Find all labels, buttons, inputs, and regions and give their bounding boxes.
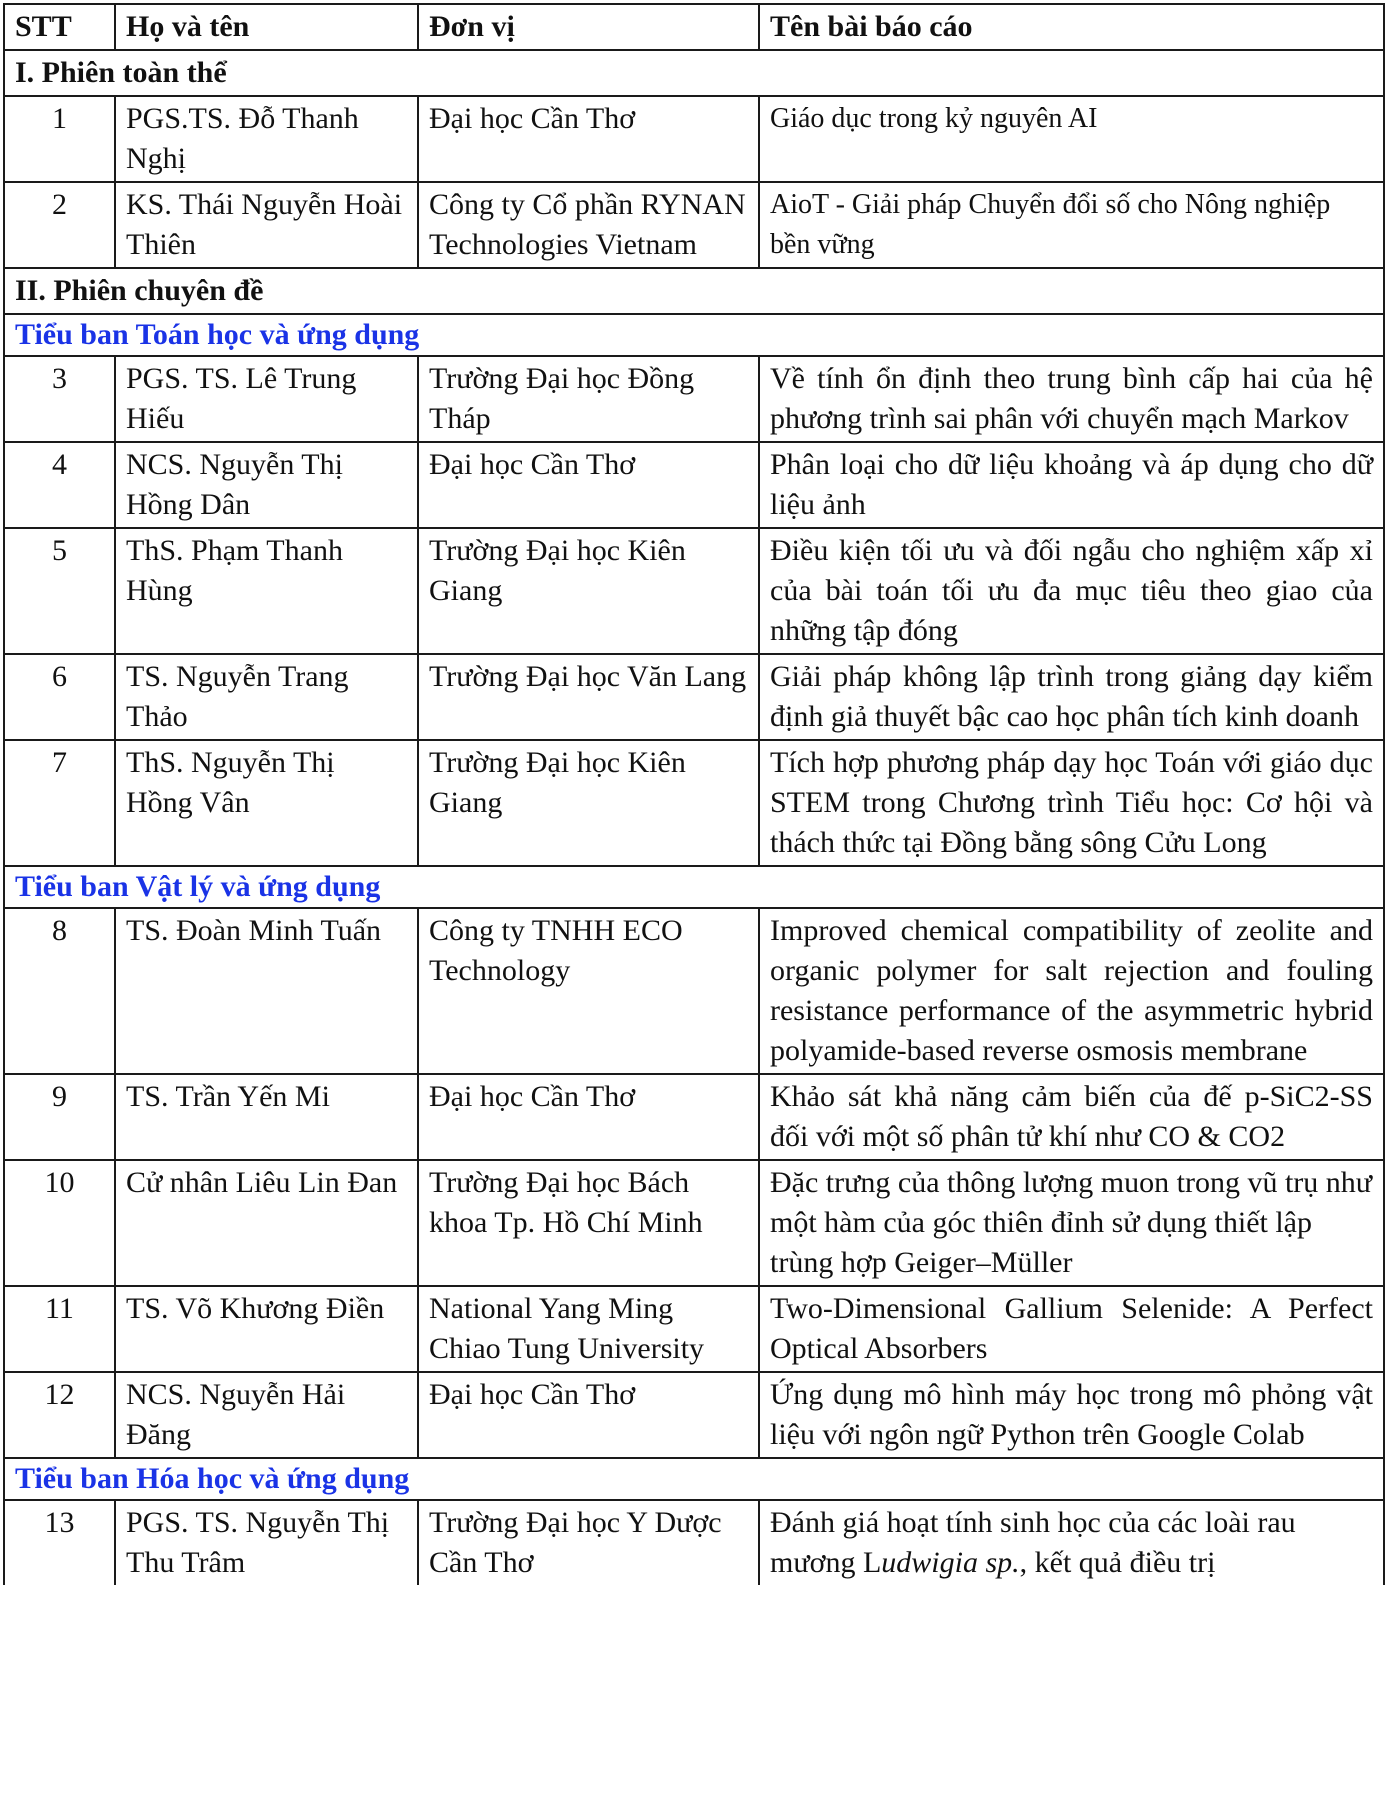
row-name: TS. Đoàn Minh Tuấn xyxy=(115,908,418,1074)
row-name: TS. Trần Yến Mi xyxy=(115,1074,418,1160)
section-title: II. Phiên chuyên đề xyxy=(4,268,1384,314)
table-row xyxy=(4,442,1384,528)
row-title-prefix: Đánh giá hoạt tính sinh học của các loài rau mương L xyxy=(770,1506,1296,1579)
table-row xyxy=(4,1074,1384,1160)
row-name: TS. Võ Khương Điền xyxy=(115,1286,418,1372)
row-name: PGS.TS. Đỗ Thanh Nghị xyxy=(115,96,418,182)
table-row xyxy=(4,908,1384,1074)
row-stt: 3 xyxy=(4,356,115,442)
row-unit: Trường Đại học Đồng Tháp xyxy=(418,356,759,442)
header-stt: STT xyxy=(4,4,115,50)
row-unit: Công ty TNHH ECO Technology xyxy=(418,908,759,1074)
row-unit: Trường Đại học Y Dược Cần Thơ xyxy=(418,1500,759,1585)
row-name: ThS. Phạm Thanh Hùng xyxy=(115,528,418,654)
row-title: Về tính ổn định theo trung bình cấp hai của hệ phương trình sai phân với chuyển mạch Markov xyxy=(759,356,1384,442)
row-title: Two-Dimensional Gallium Selenide: A Perfect Optical Absorbers xyxy=(759,1286,1384,1372)
row-name: KS. Thái Nguyễn Hoài Thiên xyxy=(115,182,418,268)
table-row xyxy=(4,96,1384,182)
row-name: Cử nhân Liêu Lin Đan xyxy=(115,1160,418,1286)
row-name: TS. Nguyễn Trang Thảo xyxy=(115,654,418,740)
section-title: I. Phiên toàn thể xyxy=(4,50,1384,96)
row-unit: Trường Đại học Kiên Giang xyxy=(418,528,759,654)
row-title: Đặc trưng của thông lượng muon trong vũ trụ như một hàm của góc thiên đỉnh sử dụng thiết lập trùng hợp Geiger–Müller xyxy=(759,1160,1384,1286)
table-header-row xyxy=(4,4,1384,50)
row-unit: Công ty Cổ phần RYNAN Technologies Vietnam xyxy=(418,182,759,268)
row-stt: 11 xyxy=(4,1286,115,1372)
section-row-thematic xyxy=(4,268,1384,314)
row-title: AioT - Giải pháp Chuyển đổi số cho Nông nghiệp bền vững xyxy=(759,182,1384,268)
table-row xyxy=(4,740,1384,866)
table-row xyxy=(4,182,1384,268)
row-title: Phân loại cho dữ liệu khoảng và áp dụng cho dữ liệu ảnh xyxy=(759,442,1384,528)
subsection-row-physics xyxy=(4,866,1384,908)
table-row xyxy=(4,356,1384,442)
row-name: PGS. TS. Lê Trung Hiếu xyxy=(115,356,418,442)
row-title-suffix: , kết quả điều trị xyxy=(1019,1546,1216,1579)
header-title: Tên bài báo cáo xyxy=(759,4,1384,50)
row-unit: Trường Đại học Bách khoa Tp. Hồ Chí Minh xyxy=(418,1160,759,1286)
row-stt: 10 xyxy=(4,1160,115,1286)
row-title: Giáo dục trong kỷ nguyên AI xyxy=(759,96,1384,182)
row-title: Tích hợp phương pháp dạy học Toán với giáo dục STEM trong Chương trình Tiểu học: Cơ hội và thách thức tại Đồng bằng sông Cửu Long xyxy=(759,740,1384,866)
table-row xyxy=(4,1286,1384,1372)
subsection-title: Tiểu ban Hóa học và ứng dụng xyxy=(4,1458,1384,1500)
row-name: NCS. Nguyễn Thị Hồng Dân xyxy=(115,442,418,528)
row-name: ThS. Nguyễn Thị Hồng Vân xyxy=(115,740,418,866)
row-title: Improved chemical compatibility of zeolite and organic polymer for salt rejection and fouling resistance performance of the asymmetric hybrid polyamide-based reverse osmosis membrane xyxy=(759,908,1384,1074)
row-unit: National Yang Ming Chiao Tung University xyxy=(418,1286,759,1372)
program-table xyxy=(3,3,1385,1585)
table-row xyxy=(4,654,1384,740)
row-unit: Đại học Cần Thơ xyxy=(418,442,759,528)
section-row-plenary xyxy=(4,50,1384,96)
row-title-italic: udwigia sp. xyxy=(881,1546,1020,1579)
row-title: Điều kiện tối ưu và đối ngẫu cho nghiệm xấp xỉ của bài toán tối ưu đa mục tiêu theo giao của những tập đóng xyxy=(759,528,1384,654)
row-unit: Đại học Cần Thơ xyxy=(418,96,759,182)
subsection-row-math xyxy=(4,314,1384,356)
row-unit: Đại học Cần Thơ xyxy=(418,1074,759,1160)
row-stt: 2 xyxy=(4,182,115,268)
subsection-row-chemistry xyxy=(4,1458,1384,1500)
row-name: NCS. Nguyễn Hải Đăng xyxy=(115,1372,418,1458)
row-stt: 1 xyxy=(4,96,115,182)
row-stt: 4 xyxy=(4,442,115,528)
row-title xyxy=(759,1500,1384,1585)
row-title: Ứng dụng mô hình máy học trong mô phỏng vật liệu với ngôn ngữ Python trên Google Colab xyxy=(759,1372,1384,1458)
subsection-title: Tiểu ban Vật lý và ứng dụng xyxy=(4,866,1384,908)
row-unit: Trường Đại học Kiên Giang xyxy=(418,740,759,866)
table-row xyxy=(4,1372,1384,1458)
row-stt: 6 xyxy=(4,654,115,740)
row-title: Giải pháp không lập trình trong giảng dạy kiểm định giả thuyết bậc cao học phân tích kinh doanh xyxy=(759,654,1384,740)
row-name: PGS. TS. Nguyễn Thị Thu Trâm xyxy=(115,1500,418,1585)
row-stt: 8 xyxy=(4,908,115,1074)
row-stt: 5 xyxy=(4,528,115,654)
table-row xyxy=(4,1500,1384,1585)
table-row xyxy=(4,1160,1384,1286)
row-unit: Trường Đại học Văn Lang xyxy=(418,654,759,740)
header-name: Họ và tên xyxy=(115,4,418,50)
row-stt: 7 xyxy=(4,740,115,866)
row-stt: 12 xyxy=(4,1372,115,1458)
row-stt: 13 xyxy=(4,1500,115,1585)
row-stt: 9 xyxy=(4,1074,115,1160)
row-unit: Đại học Cần Thơ xyxy=(418,1372,759,1458)
table-row xyxy=(4,528,1384,654)
subsection-title: Tiểu ban Toán học và ứng dụng xyxy=(4,314,1384,356)
header-unit: Đơn vị xyxy=(418,4,759,50)
row-title: Khảo sát khả năng cảm biến của đế p-SiC2-SS đối với một số phân tử khí như CO & CO2 xyxy=(759,1074,1384,1160)
